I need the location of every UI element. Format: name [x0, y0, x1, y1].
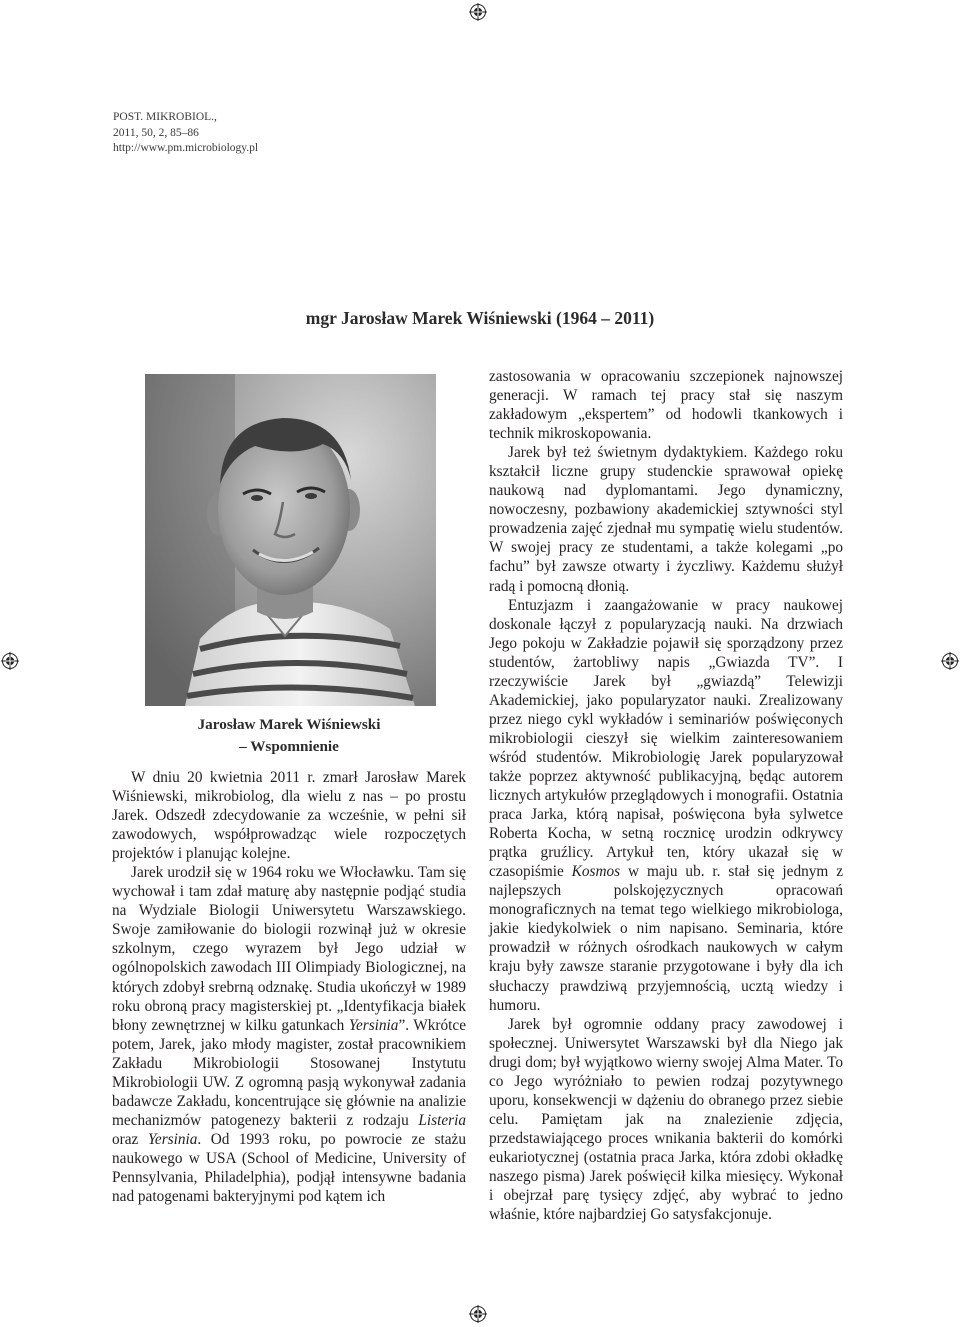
journal-name: POST. MIKROBIOL., — [113, 111, 217, 123]
italic-text: Listeria — [418, 1111, 466, 1129]
registration-mark-icon — [469, 3, 487, 21]
section-title — [112, 714, 466, 758]
registration-mark-icon — [1, 652, 19, 670]
paragraph: W dniu 20 kwietnia 2011 r. zmarł Jarosław Marek Wiśniewski, mikrobiolog, dla wielu z nas – po prostu Jarek. Odszedł zdecydowanie za wcześnie, w pełni sił zawodowych, współprowadząc wiele rozpoczętych projektów i planując kolejne. — [112, 769, 466, 863]
paragraph: Jarek był ogromnie oddany pracy zawodowej i społecznej. Uniwersytet Warszawski był dla Niego jak drugi dom; był wyjątkowo wierny swojej Alma Mater. To co Jego wyróżniało to pewien rodzaj pozytywnego uporu, konsekwencji w dążeniu do obranego przez siebie celu. Pamiętam jak na znalezienie zdjęcia, przedstawiającego proces wnikania bakterii do komórki eukariotycznej (ostatnia praca Jarka, która zdobi okładkę naszego pisma) Jarek poświęcił kilka miesięcy. Wykonał i obejrzał parę tysięcy zdjęć, aby wybrać to jedno właśnie, które najbardziej Go satysfakcjonuje. — [489, 1015, 843, 1224]
text-run: oraz — [112, 1130, 148, 1148]
text-run: ”. Wkrótce potem, Jarek, jako młody magister, został pracownikiem Zakładu Mikrobiologii Stosowanej Instytutu Mikrobiologii UW. Z ogromną pasją wykonywał zadania badawcze Zakładu, koncentrujące się głównie na analizie mechanizmów patogenezy bakterii z rodzaju — [112, 1016, 466, 1129]
text-run: Jarek urodził się w 1964 roku we Włocławku. Tam się wychował i tam zdał maturę aby następnie podjąć studia na Wydziale Biologii Uniwersytetu Warszawskiego. Swoje zamiłowanie do biologii rozwinął już w okresie szkolnym, czego wyrazem był Jego udział w ogólnopolskich zawodach III Olimpiady Biologicznej, na których zdobył srebrną odznakę. Studia ukończył w 1989 roku obroną pracy magisterskiej pt. „Identyfikacja białek błony zewnętrznej w kilku gatunkach — [112, 864, 466, 1034]
section-title-name: Jarosław Marek Wiśniewski — [197, 716, 381, 733]
section-title-subtitle: – Wspomnienie — [239, 738, 339, 755]
article-title: mgr Jarosław Marek Wiśniewski (1964 – 2011) — [305, 308, 655, 328]
registration-mark-icon — [941, 652, 959, 670]
left-column — [112, 768, 466, 1206]
text-run: w maju ub. r. stał się jednym z najlepszych polskojęzycznych opracowań monograficznych na temat tego wielkiego mikrobiologa, jakie kiedykolwiek o nim napisano. Seminaria, które prowadził w różnych ośrodkach naukowych w całym kraju były zawsze staranie przygotowane i były dla ich słuchaczy prawdziwą przyjemnością, ucztą wiedzy i humoru. — [489, 863, 843, 1014]
journal-url: http://www.pm.microbiology.pl — [113, 142, 259, 154]
portrait-photo — [145, 374, 436, 706]
italic-text: Kosmos — [571, 863, 621, 881]
journal-header — [113, 110, 258, 157]
paragraph — [489, 596, 843, 1015]
paragraph: zastosowania w opracowaniu szczepionek najnowszej generacji. W ramach tej pracy stał się naszym zakładowym „ekspertem” od hodowli tkankowych i technik mikroskopowania. — [489, 368, 843, 443]
text-run: Entuzjazm i zaangażowanie w pracy naukowej doskonale łączył z popularyzacją nauki. Na drzwiach Jego pokoju w Zakładzie pojawił się sporządzony przez studentów, żartobliwy napis „Gwiazda TV”. I rzeczywiście Jarek był „gwiazdą” Telewizji Akademickiej, jako popularyzator nauki. Zrealizowany przez niego cykl wykładów i seminariów poświęconych mikrobiologii cieszył się wielkim zainteresowaniem wśród studentów. Mikrobiologię Jarek popularyzował także poprzez aktywność publikacyjną, będąc autorem licznych artykułów przeglądowych i monografii. Ostatnia praca Jarka, którą napisał, poświęcona była sylwetce Roberta Kocha, w setną rocznicę urodzin odkrywcy prątka gruźlicy. Artykuł ten, który ukazał się w czasopiśmie — [489, 596, 843, 881]
paragraph: Jarek był też świetnym dydaktykiem. Każdego roku kształcił liczne grupy studenckie sprawował opiekę naukową nad dyplomantami. Jego dynamiczny, nowoczesny, pozbawiony akademickiej sztywności styl prowadzenia zajęć zjednał mu sympatię wielu studentów. W swojej pracy ze studentami, a także kolegami „po fachu” był zawsze otwarty i życzliwy. Każdemu służył radą i pomocną dłonią. — [489, 444, 843, 595]
text-run: . Od 1993 roku, po powrocie ze stażu naukowego w USA (School of Medicine, University of Pennsylvania, Philadelphia), podjął intensywne badania nad patogenami bakteryjnymi pod kątem ich — [112, 1130, 466, 1206]
registration-mark-icon — [469, 1305, 487, 1323]
journal-volume: 2011, 50, 2, 85–86 — [113, 126, 199, 139]
paragraph — [112, 863, 466, 1206]
italic-text: Yersinia — [348, 1016, 399, 1034]
right-column — [489, 367, 843, 1224]
italic-text: Yersinia — [147, 1130, 198, 1148]
